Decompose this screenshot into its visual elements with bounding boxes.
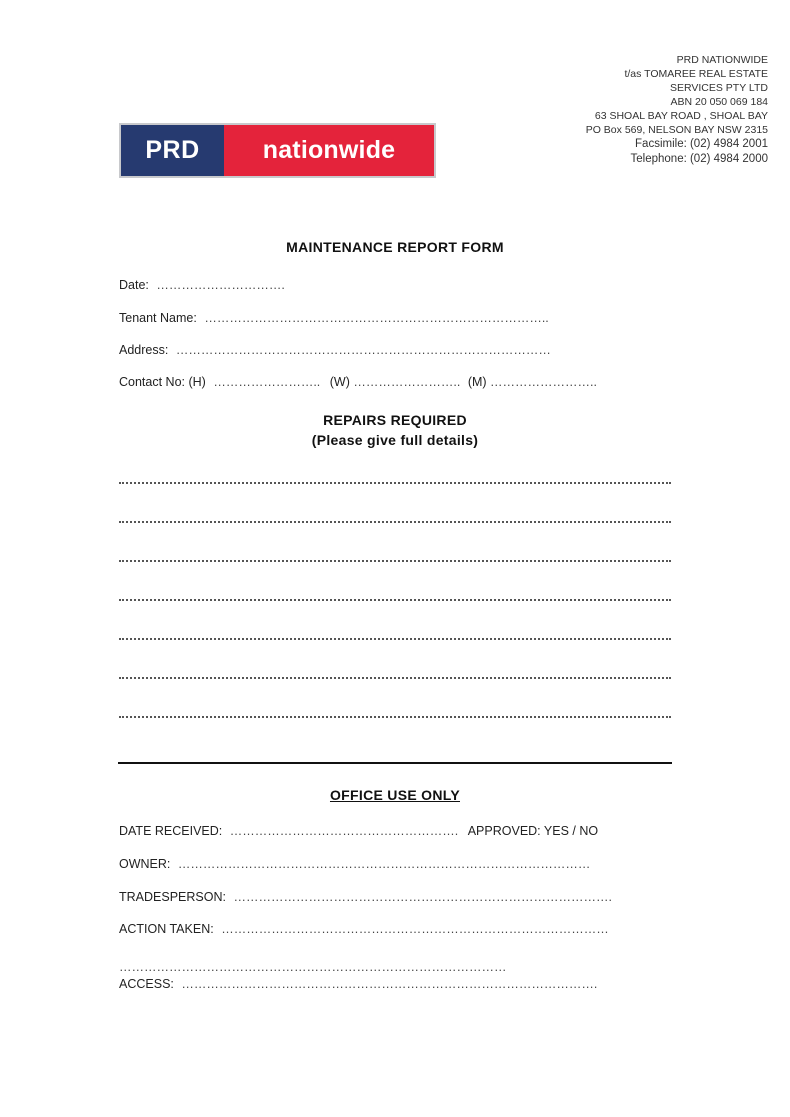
date-received-field[interactable] [119, 824, 598, 838]
contact-work-blank[interactable]: …………………….. [353, 375, 461, 389]
prd-nationwide-logo [119, 123, 436, 178]
tenant-name-label: Tenant Name: [119, 311, 197, 325]
owner-label: OWNER: [119, 857, 171, 871]
logo-right-panel: nationwide [224, 125, 434, 176]
contact-mobile-blank[interactable]: …………………….. [490, 375, 597, 389]
company-info [508, 53, 768, 167]
section-divider [118, 762, 672, 764]
action-taken-label: ACTION TAKEN: [119, 922, 214, 936]
date-blank[interactable]: …………………………. [156, 278, 285, 292]
date-received-blank[interactable]: ………………………………………………. [229, 824, 459, 838]
tenant-name-blank[interactable]: ……………………………………………………………………….. [204, 311, 549, 325]
address-label: Address: [119, 343, 169, 357]
company-line-postal: PO Box 569, NELSON BAY NSW 2315 [585, 124, 768, 136]
contact-home-blank[interactable]: …………………….. [213, 375, 321, 389]
repair-detail-line[interactable] [119, 482, 671, 484]
contact-field[interactable] [119, 375, 597, 389]
company-line-abn: ABN 20 050 069 184 [670, 96, 768, 108]
contact-mobile-label: (M) [467, 375, 487, 389]
company-line-name: PRD NATIONWIDE [676, 54, 768, 66]
tradesperson-field[interactable] [119, 890, 612, 904]
repair-detail-line[interactable] [119, 599, 671, 601]
tradesperson-blank[interactable]: ………………………………………………………………………………. [233, 890, 612, 904]
office-use-heading: OFFICE USE ONLY [329, 787, 460, 803]
action-taken-blank[interactable]: ………………………………………………………………………………… [221, 922, 609, 936]
tradesperson-label: TRADESPERSON: [119, 890, 226, 904]
logo-left-panel: PRD [121, 125, 224, 176]
owner-blank[interactable]: ……………………………………………………………………………………… [177, 857, 591, 871]
access-field[interactable] [119, 977, 597, 991]
access-blank[interactable]: ………………………………………………………………………………………. [181, 977, 598, 991]
address-field[interactable] [119, 343, 551, 357]
repair-detail-line[interactable] [119, 560, 671, 562]
company-line-street: 63 SHOAL BAY ROAD , SHOAL BAY [594, 110, 768, 122]
approved-options[interactable]: APPROVED: YES / NO [467, 824, 599, 838]
date-received-label: DATE RECEIVED: [119, 824, 223, 838]
repair-detail-line[interactable] [119, 638, 671, 640]
company-line-entity: SERVICES PTY LTD [669, 82, 768, 94]
company-telephone: Telephone: (02) 4984 2000 [630, 153, 768, 165]
tenant-name-field[interactable] [119, 311, 549, 325]
contact-work-label: (W) [329, 375, 350, 389]
action-taken-continued-blank[interactable]: ………………………………………………………………………………… [119, 960, 507, 974]
owner-field[interactable] [119, 857, 590, 871]
address-blank[interactable]: ……………………………………………………………………………… [175, 343, 551, 357]
date-field[interactable] [119, 278, 285, 292]
repairs-heading: REPAIRS REQUIRED [323, 412, 467, 428]
contact-label: Contact No: (H) [119, 375, 206, 389]
action-taken-field[interactable] [119, 922, 609, 936]
company-line-trading-as: t/as TOMAREE REAL ESTATE [624, 68, 768, 80]
repairs-subheading: (Please give full details) [311, 432, 479, 448]
date-label: Date: [119, 278, 149, 292]
repair-detail-line[interactable] [119, 716, 671, 718]
access-label: ACCESS: [119, 977, 174, 991]
repair-detail-line[interactable] [119, 677, 671, 679]
form-title: MAINTENANCE REPORT FORM [286, 239, 504, 255]
action-taken-continued[interactable] [119, 960, 507, 974]
repair-detail-line[interactable] [119, 521, 671, 523]
company-facsimile: Facsimile: (02) 4984 2001 [635, 138, 768, 150]
